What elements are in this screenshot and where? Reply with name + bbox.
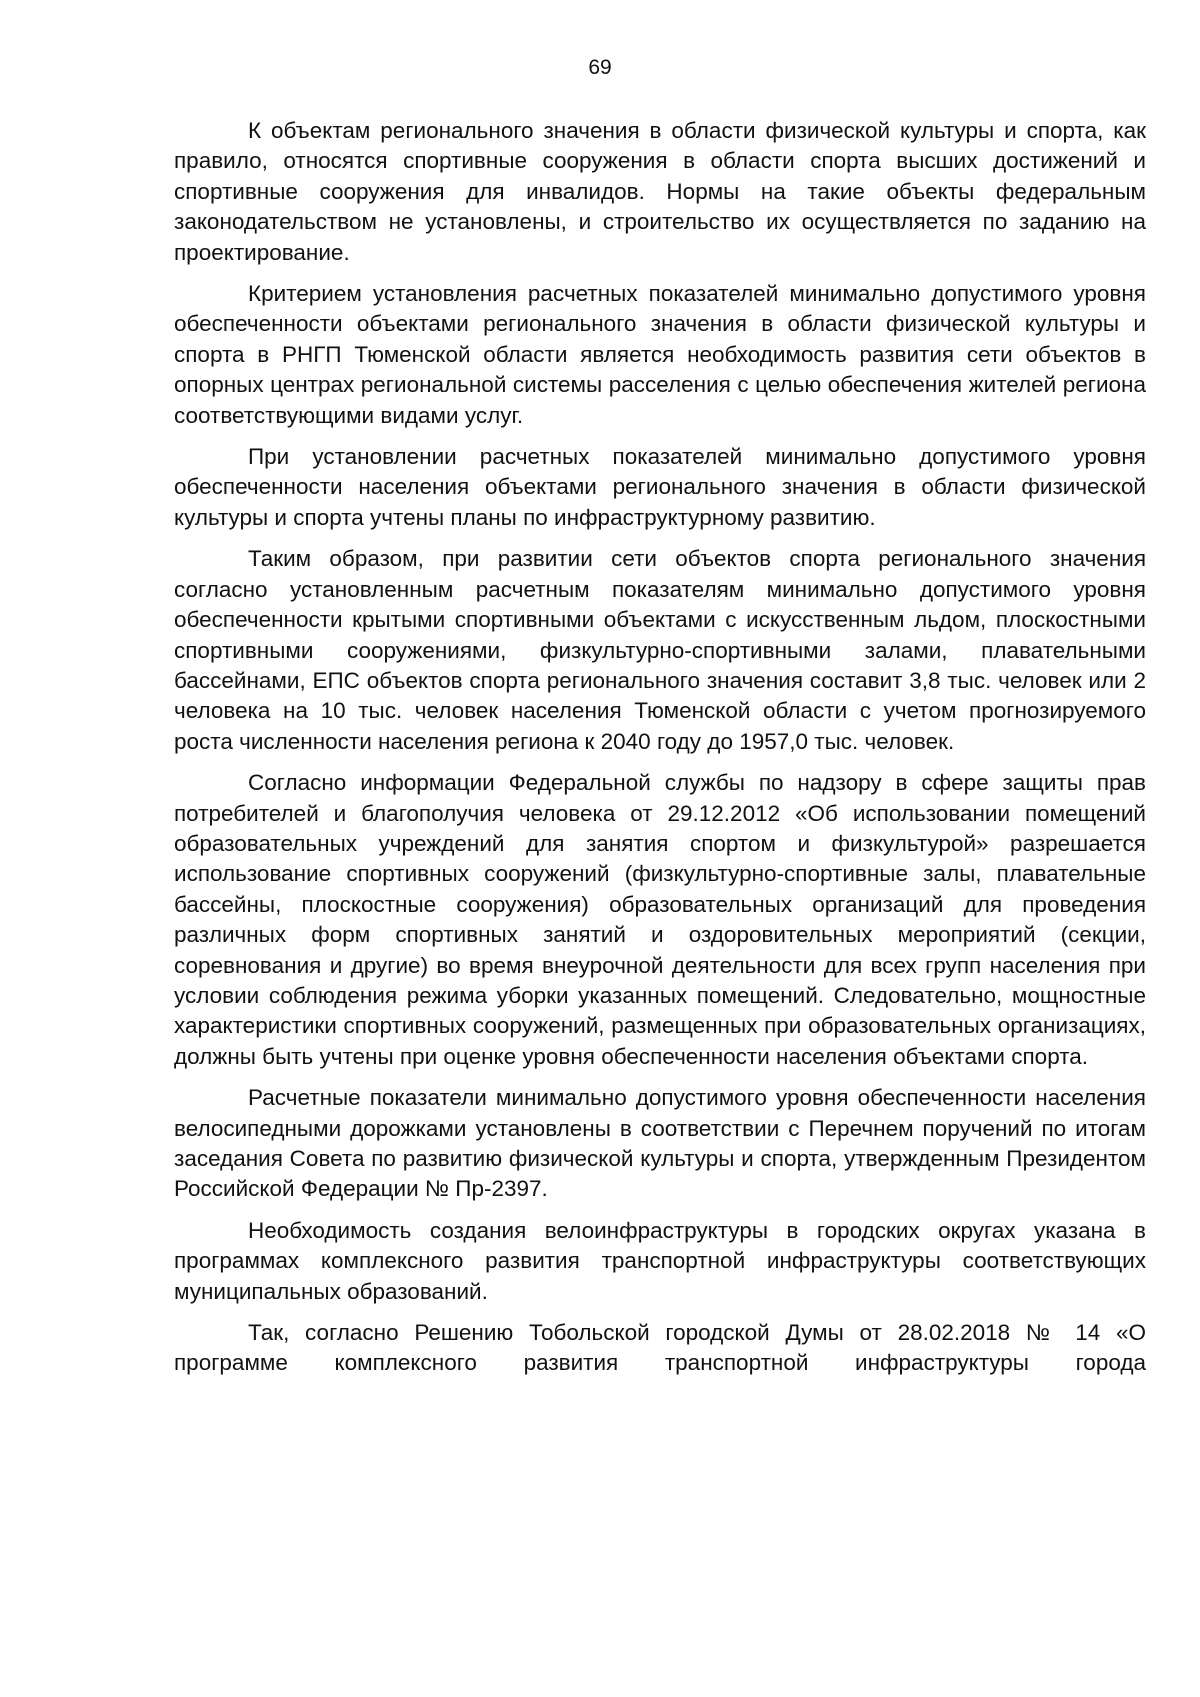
paragraph: Расчетные показатели минимально допустимого уровня обеспеченности населения велосипедными дорожками установлены в соответствии с Перечнем поручений по итогам заседания Совета по развитию физической культуры и спорта, утвержденным Президентом Российской Федерации № Пр-2397. xyxy=(174,1085,1146,1202)
document-body xyxy=(174,116,1146,1379)
paragraph: Согласно информации Федеральной службы по надзору в сфере защиты прав потребителей и благополучия человека от 29.12.2012 «Об использовании помещений образовательных учреждений для занятия спортом и физкультурой» разрешается использование спортивных сооружений (физкультурно-спортивные залы, плавательные бассейны, плоскостные сооружения) образовательных организаций для проведения различных форм спортивных занятий и оздоровительных мероприятий (секции, соревнования и другие) во время внеурочной деятельности для всех групп населения при условии соблюдения режима уборки указанных помещений. Следовательно, мощностные характеристики спортивных сооружений, размещенных при образовательных организациях, должны быть учтены при оценке уровня обеспеченности населения объектами спорта. xyxy=(174,770,1146,1069)
page-number: 69 xyxy=(588,56,612,79)
paragraph: Таким образом, при развитии сети объектов спорта регионального значения согласно установленным расчетным показателям минимально допустимого уровня обеспеченности крытыми спортивными объектами с искусственным льдом, плоскостными спортивными сооружениями, физкультурно-спортивными залами, плавательными бассейнами, ЕПС объектов спорта регионального значения составит 3,8 тыс. человек или 2 человека на 10 тыс. человек населения Тюменской области с учетом прогнозируемого роста численности населения региона к 2040 году до 1957,0 тыс. человек. xyxy=(174,546,1146,754)
paragraph: Критерием установления расчетных показателей минимально допустимого уровня обеспеченности объектами регионального значения в области физической культуры и спорта в РНГП Тюменской области является необходимость развития сети объектов в опорных центрах региональной системы расселения с целью обеспечения жителей региона соответствующими видами услуг. xyxy=(174,281,1146,428)
paragraph: При установлении расчетных показателей минимально допустимого уровня обеспеченности населения объектами регионального значения в области физической культуры и спорта учтены планы по инфраструктурному развитию. xyxy=(174,444,1146,530)
paragraph: К объектам регионального значения в области физической культуры и спорта, как правило, относятся спортивные сооружения в области спорта высших достижений и спортивные сооружения для инвалидов. Нормы на такие объекты федеральным законодательством не установлены, и строительство их осуществляется по заданию на проектирование. xyxy=(174,118,1146,265)
paragraph: Необходимость создания велоинфраструктуры в городских округах указана в программах комплексного развития транспортной инфраструктуры соответствующих муниципальных образований. xyxy=(174,1217,1146,1304)
paragraph: Так, согласно Решению Тобольской городской Думы от 28.02.2018 № 14 «О программе комплексного развития транспортной инфраструктуры города xyxy=(174,1320,1146,1376)
